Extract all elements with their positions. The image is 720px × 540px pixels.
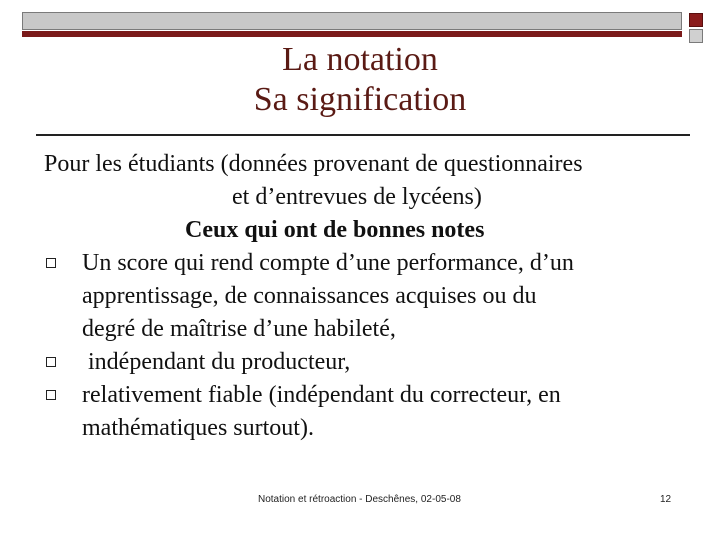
page-number: 12: [660, 494, 672, 505]
title-line-2: Sa signification: [253, 81, 467, 118]
top-accent-bar: [22, 31, 682, 37]
hollow-square-bullet-icon: [46, 390, 56, 400]
title-divider: [36, 134, 690, 136]
intro-line-2: et d’entrevues de lycéens): [232, 184, 482, 210]
hollow-square-bullet-icon: [46, 258, 56, 268]
slide-title: [0, 40, 720, 120]
bullet-1-line-2: apprentissage, de connaissances acquises ou du: [82, 283, 537, 309]
title-line-1: La notation: [282, 41, 438, 78]
bullet-3-line-1: relativement fiable (indépendant du correcteur, en: [82, 382, 561, 408]
corner-red-square-icon: [689, 13, 703, 27]
footer-text: Notation et rétroaction - Deschênes, 02-05-08: [258, 494, 461, 505]
top-decorative-bar: [22, 12, 682, 30]
bullet-item-1: [44, 247, 694, 346]
hollow-square-bullet-icon: [46, 357, 56, 367]
bullet-item-3: [44, 379, 694, 445]
bullet-2-line-1: indépendant du producteur,: [82, 349, 351, 375]
bullet-item-2: [44, 346, 694, 379]
bullet-1-line-1: Un score qui rend compte d’une performance, d’un: [82, 250, 574, 276]
bullet-3-line-2: mathématiques surtout).: [82, 415, 314, 441]
bullet-1-line-3: degré de maîtrise d’une habileté,: [82, 316, 396, 342]
intro-line-1: Pour les étudiants (données provenant de questionnaires: [44, 151, 583, 177]
subheading: Ceux qui ont de bonnes notes: [185, 217, 485, 243]
slide-body: [44, 148, 694, 445]
